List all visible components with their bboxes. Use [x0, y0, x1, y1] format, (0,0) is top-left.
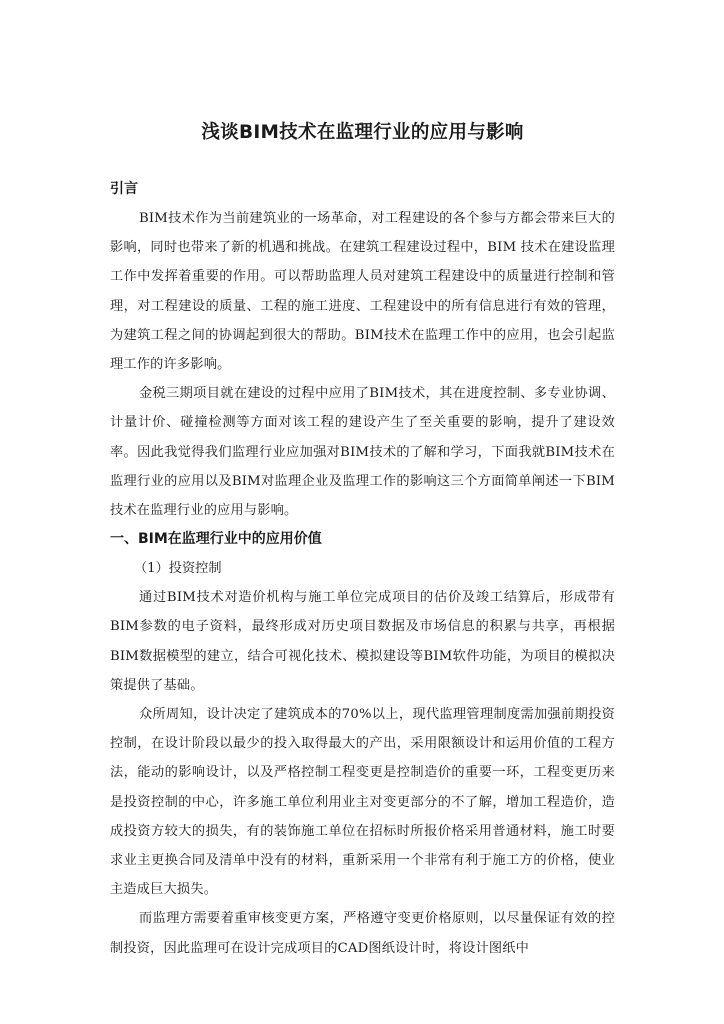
intro-paragraph-1: BIM技术作为当前建筑业的一场革命，对工程建设的各个参与方都会带来巨大的影响，同时也带来了新的机遇和挑战。在建筑工程建设过程中，BIM 技术在建设监理工作中发挥着重要的作用。可以帮助监理人员对建筑工程建设中的质量进行控制和管理，对工程建设的质量、工程的施工进度、工程建设中的所有信息进行有效的管理，为建筑工程之间的协调起到很大的帮助。BIM技术在监理工作中的应用，也会引起监理工作的许多影响。 — [110, 211, 615, 373]
section-1-heading: 一、BIM在监理行业中的应用价值 — [110, 531, 322, 548]
section-1-paragraph-2: 众所周知，设计决定了建筑成本的70%以上，现代监理管理制度需加强前期投资控制，在设计阶段以最少的投入取得最大的产出，采用限额设计和运用价值的工程方法，能动的影响设计，以及严格控制工程变更是控制造价的重要一环，工程变更历来是投资控制的中心，许多施工单位利用业主对变更部分的不了解，增加工程造价，造成投资方较大的损失，有的装饰施工单位在招标时所报价格采用普通材料，施工时要求业主更换合同及清单中没有的材料，重新采用一个非常有利于施工方的价格，使业主造成巨大损失。 — [110, 707, 615, 898]
intro-heading: 引言 — [110, 181, 138, 197]
intro-paragraph-2: 金税三期项目就在建设的过程中应用了BIM技术，其在进度控制、多专业协调、计量计价、碰撞检测等方面对该工程的建设产生了至关重要的影响，提升了建设效率。因此我觉得我们监理行业应加强对BIM技术的了解和学习，下面我就BIM技术在监理行业的应用以及BIM对监理企业及监理工作的影响这三个方面简单阐述一下BIM技术在监理行业的应用与影响。 — [110, 386, 615, 519]
section-1-paragraph-1: 通过BIM技术对造价机构与施工单位完成项目的估价及竣工结算后，形成带有BIM参数的电子资料，最终形成对历史项目数据及市场信息的积累与共享，再根据BIM数据模型的建立，结合可视化技术、模拟建设等BIM软件功能，为项目的模拟决策提供了基础。 — [110, 590, 615, 693]
subsection-1-heading: （1）投资控制 — [134, 561, 222, 577]
document-body — [110, 175, 615, 963]
document-title: 浅谈BIM技术在监理行业的应用与影响 — [201, 122, 524, 143]
section-1-paragraph-3: 而监理方需要着重审核变更方案，严格遵守变更价格原则，以尽量保证有效的控制投资，因此监理可在设计完成项目的CAD图纸设计时，将设计图纸中 — [110, 911, 615, 956]
